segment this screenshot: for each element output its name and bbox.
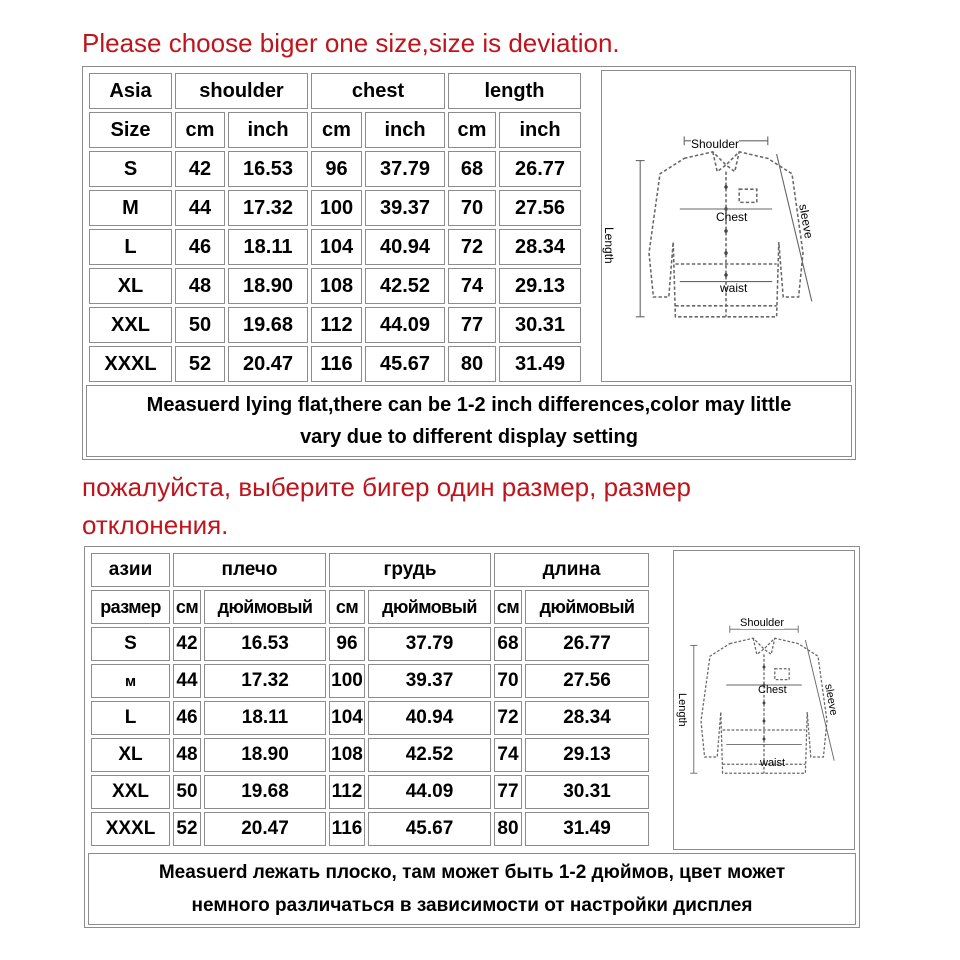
header-unit-inch: inch [228, 112, 308, 148]
header-unit-cm: cm [175, 112, 225, 148]
header-region: азии [91, 553, 170, 587]
table-row [91, 812, 649, 846]
header-unit-cm: cm [311, 112, 362, 148]
header-unit-inch: дюймовый [204, 590, 326, 624]
diagram-label-waist: waist [720, 281, 748, 295]
table-cell: 27.56 [499, 190, 581, 226]
size-label: XXL [89, 307, 172, 343]
note-line: Measuerd лежать плоско, там может быть 1-2 дюймов, цвет может [158, 862, 786, 883]
header-length: длина [494, 553, 649, 587]
header-unit-cm: см [329, 590, 365, 624]
header-size: Size [89, 112, 172, 148]
size-table-english [82, 66, 856, 460]
table-cell: 31.49 [499, 346, 581, 382]
table-cell: 26.77 [525, 627, 649, 661]
table-cell: 44 [173, 664, 201, 698]
table-cell: 42 [175, 151, 225, 187]
header-region: Asia [89, 73, 172, 109]
size-label: XXXL [91, 812, 170, 846]
table-row [91, 738, 649, 772]
table-cell: 30.31 [525, 775, 649, 809]
table-cell: 44 [175, 190, 225, 226]
table-cell: 46 [173, 701, 201, 735]
table-cell: 48 [175, 268, 225, 304]
table-cell: 44.09 [368, 775, 491, 809]
table-cell: 28.34 [499, 229, 581, 265]
table-row [91, 775, 649, 809]
table-cell: 116 [329, 812, 365, 846]
table-cell: 46 [175, 229, 225, 265]
table-cell: 20.47 [228, 346, 308, 382]
table-cell: 40.94 [365, 229, 445, 265]
header-unit-cm: см [494, 590, 522, 624]
note-line: Measuerd lying flat,there can be 1-2 inch differences,color may little [146, 394, 792, 416]
header-unit-cm: cm [448, 112, 496, 148]
table-cell: 18.11 [228, 229, 308, 265]
table-cell: 17.32 [228, 190, 308, 226]
table-cell: 37.79 [368, 627, 491, 661]
table-cell: 39.37 [365, 190, 445, 226]
diagram-label-chest: Chest [758, 684, 787, 696]
table-cell: 104 [311, 229, 362, 265]
table-cell: 100 [329, 664, 365, 698]
table-cell: 108 [329, 738, 365, 772]
table-cell: 116 [311, 346, 362, 382]
table-cell: 72 [494, 701, 522, 735]
table-cell: 74 [494, 738, 522, 772]
table-cell: 30.31 [499, 307, 581, 343]
diagram-cell [601, 70, 851, 382]
note-line: немного различаться в зависимости от настройки дисплея [191, 895, 753, 916]
table-cell: 52 [173, 812, 201, 846]
table-row [91, 627, 649, 661]
table-cell: 77 [494, 775, 522, 809]
header-chest: chest [311, 73, 445, 109]
header-unit-inch: inch [365, 112, 445, 148]
table-cell: 17.32 [204, 664, 326, 698]
table-cell: 20.47 [204, 812, 326, 846]
table-cell: 50 [175, 307, 225, 343]
diagram-label-sleeve: sleeve [796, 203, 817, 240]
table-cell: 16.53 [228, 151, 308, 187]
table-cell: 50 [173, 775, 201, 809]
heading-english: Please choose biger one size,size is deviation. [82, 28, 620, 58]
table-row [89, 190, 581, 226]
table-cell: 80 [448, 346, 496, 382]
table-cell: 19.68 [228, 307, 308, 343]
size-label: L [91, 701, 170, 735]
diagram-label-sleeve: sleeve [822, 683, 840, 717]
table-cell: 100 [311, 190, 362, 226]
header-shoulder: плечо [173, 553, 326, 587]
header-unit-cm: см [173, 590, 201, 624]
table-cell: 96 [329, 627, 365, 661]
size-label: XXL [91, 775, 170, 809]
size-label: S [89, 151, 172, 187]
table-cell: 26.77 [499, 151, 581, 187]
table-row [89, 307, 581, 343]
table-cell: 31.49 [525, 812, 649, 846]
table-row [89, 229, 581, 265]
table-cell: 29.13 [499, 268, 581, 304]
diagram-label-length: Length [602, 227, 616, 264]
table-row [91, 664, 649, 698]
size-grid-russian [88, 550, 652, 849]
table-cell: 74 [448, 268, 496, 304]
table-cell: 68 [448, 151, 496, 187]
table-cell: 72 [448, 229, 496, 265]
table-cell: 42.52 [368, 738, 491, 772]
size-label: XL [89, 268, 172, 304]
table-cell: 18.90 [228, 268, 308, 304]
table-row [89, 346, 581, 382]
table-cell: 42 [173, 627, 201, 661]
table-cell: 45.67 [368, 812, 491, 846]
table-cell: 96 [311, 151, 362, 187]
header-unit-inch: inch [499, 112, 581, 148]
table-cell: 29.13 [525, 738, 649, 772]
table-cell: 27.56 [525, 664, 649, 698]
table-cell: 44.09 [365, 307, 445, 343]
diagram-cell [673, 550, 855, 850]
table-cell: 16.53 [204, 627, 326, 661]
heading-russian-line2: отклонения. [82, 510, 229, 540]
table-cell: 40.94 [368, 701, 491, 735]
size-label: XXXL [89, 346, 172, 382]
header-unit-inch: дюймовый [368, 590, 491, 624]
table-cell: 68 [494, 627, 522, 661]
size-label: L [89, 229, 172, 265]
table-cell: 18.90 [204, 738, 326, 772]
table-cell: 28.34 [525, 701, 649, 735]
table-row [89, 151, 581, 187]
diagram-label-shoulder: Shoulder [691, 137, 740, 151]
table-cell: 45.67 [365, 346, 445, 382]
header-length: length [448, 73, 581, 109]
table-row [89, 268, 581, 304]
table-cell: 18.11 [204, 701, 326, 735]
size-table-russian [84, 546, 860, 928]
table-cell: 52 [175, 346, 225, 382]
header-size: размер [91, 590, 170, 624]
table-cell: 39.37 [368, 664, 491, 698]
table-cell: 37.79 [365, 151, 445, 187]
size-label: S [91, 627, 170, 661]
table-row [91, 701, 649, 735]
heading-russian-line1: пожалуйста, выберите бигер один размер, размер [82, 472, 691, 502]
diagram-label-length: Length [676, 693, 688, 727]
diagram-label-waist: waist [760, 757, 786, 769]
diagram-label-shoulder: Shoulder [740, 617, 785, 629]
header-unit-inch: дюймовый [525, 590, 649, 624]
table-cell: 70 [494, 664, 522, 698]
header-shoulder: shoulder [175, 73, 308, 109]
size-grid-english [86, 70, 584, 385]
note-line: vary due to different display setting [300, 426, 638, 448]
table-cell: 112 [329, 775, 365, 809]
measurement-note-english [86, 385, 852, 457]
table-cell: 112 [311, 307, 362, 343]
header-chest: грудь [329, 553, 491, 587]
table-cell: 42.52 [365, 268, 445, 304]
table-cell: 48 [173, 738, 201, 772]
measurement-note-russian [88, 853, 856, 925]
table-cell: 77 [448, 307, 496, 343]
size-label: м [91, 664, 170, 698]
size-label: M [89, 190, 172, 226]
table-cell: 80 [494, 812, 522, 846]
table-cell: 104 [329, 701, 365, 735]
diagram-label-chest: Chest [716, 210, 748, 224]
table-cell: 108 [311, 268, 362, 304]
table-cell: 70 [448, 190, 496, 226]
table-cell: 19.68 [204, 775, 326, 809]
size-label: XL [91, 738, 170, 772]
